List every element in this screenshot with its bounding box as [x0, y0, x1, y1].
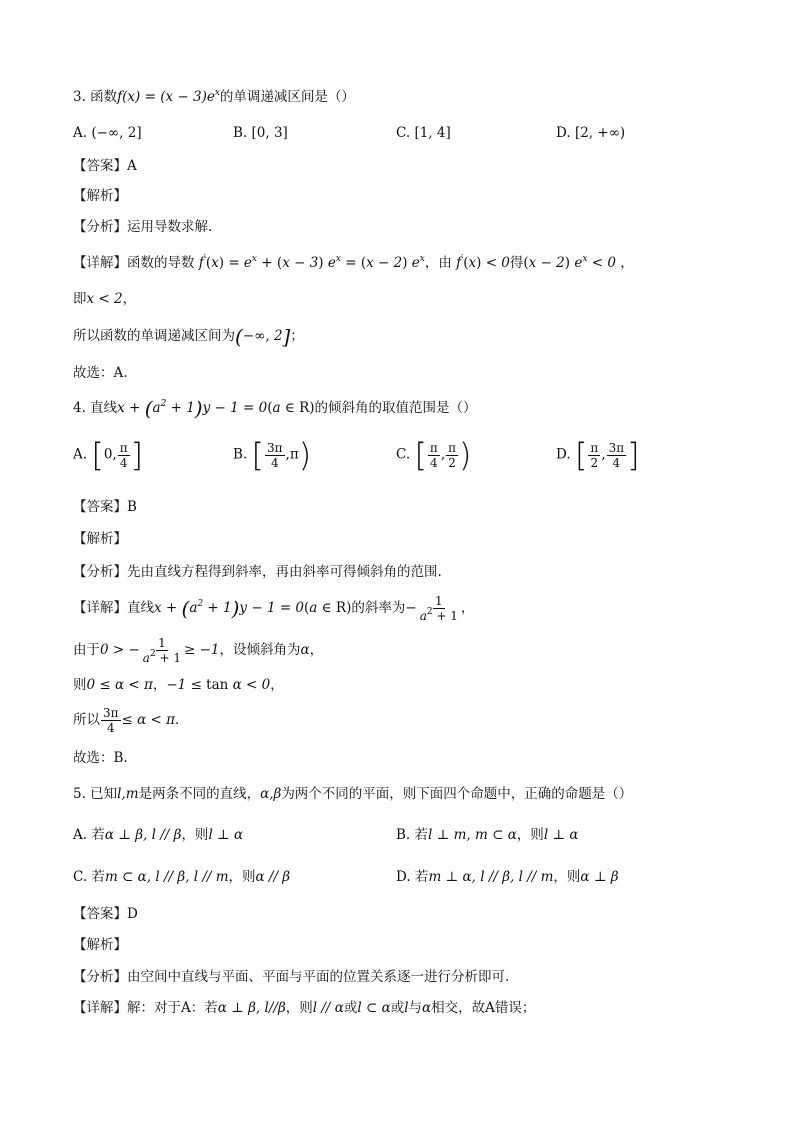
q3-choice: 故选：A. [73, 365, 128, 381]
q3-number: 3. 函数 [73, 89, 118, 105]
q3-detail-line1: 【详解】函数的导数 $f'(x) = e^x + (x - 3) e^x = (x - 2)$ $e^x$，由 f′(x) < 0得(x − 2) $e^x < 0$ ， [73, 254, 634, 271]
q5-fenxi: 【分析】由空间中直线与平面、平面与平面的位置关系逐一进行分析即可. [73, 969, 510, 985]
q5-option-c: C. 若m ⊂ α, l // β, l // m，则α // β [73, 869, 291, 885]
q3-option-b: B. [0, 3] [233, 125, 288, 141]
q5-option-a: A. 若α ⊥ β, l // β，则l ⊥ α [73, 827, 244, 843]
q3-option-d: D. [2, +∞) [556, 125, 626, 141]
q4-option-a: A. [0, $\frac{\pi}{4}$ ] [73, 436, 144, 474]
q5-option-d: D. 若m ⊥ α, l // β, l // m，则α ⊥ β [396, 869, 619, 885]
q3-fenxi: 【分析】运用导数求解. [73, 219, 213, 235]
q3-stem-tail: 的单调递减区间是（） [219, 89, 355, 105]
q3-function: $f(x) = (x - 3)e^x$ [117, 88, 220, 105]
q5-answer: 【答案】D [73, 906, 138, 922]
q4-option-d: D. [ $\frac{\pi}{2}$ , $\frac{3\pi}{4}$ ] [556, 436, 640, 474]
q4-choice: 故选：B. [73, 750, 128, 766]
q3-option-a: A. (−∞, 2] [73, 125, 142, 141]
q5-detail-line1: 【详解】解：对于A：若α ⊥ β, l//β，则l // α或l ⊂ α或l与α相交，故A错误； [73, 1000, 536, 1016]
q4-detail-line2: 由于0 > − $\frac{1}{a^2 + 1}$ ≥ −1，设倾斜角为α， [73, 636, 324, 665]
q4-option-b: B. [ $\frac{3\pi}{4}$ ,π) [233, 436, 312, 474]
q4-analysis-heading: 【解析】 [73, 531, 127, 547]
q3-answer: 【答案】A [73, 158, 137, 174]
q3-option-c: C. [1, 4] [396, 125, 451, 141]
q4-detail-line4: 所以 $\frac{3\pi}{4}$ ≤ α < π. [73, 706, 180, 735]
q3-detail-line3: 所以函数的单调递减区间为(−∞, 2]； [73, 324, 304, 349]
q4-detail-line3: 则0 ≤ α < π，−1 ≤ tan α < 0， [73, 677, 284, 693]
q5-stem: 5. 已知l,m是两条不同的直线，α,β为两个不同的平面，则下面四个命题中，正确的命题是（） [73, 786, 633, 802]
q4-stem: 4. 直线$x + (a^2 + 1)y - 1 = 0(a$ ∈ R)的倾斜角的取值范围是（） [73, 396, 477, 421]
q5-option-b: B. 若l ⊥ m, m ⊂ α，则l ⊥ α [396, 827, 579, 843]
q3-analysis-heading: 【解析】 [73, 188, 127, 204]
q5-analysis-heading: 【解析】 [73, 937, 127, 953]
q4-fenxi: 【分析】先由直线方程得到斜率，再由斜率可得倾斜角的范围. [73, 564, 442, 580]
q4-option-c: C. [ $\frac{\pi}{4}$ , $\frac{\pi}{2}$ ) [396, 436, 472, 474]
q3-stem [73, 86, 355, 108]
q4-detail-line1: 【详解】直线$x + (a^2 + 1)y - 1 = 0(a$ ∈ R)的斜率为− $\frac{1}{a^2 + 1}$ ， [73, 594, 475, 623]
q3-detail-line2: 即x < 2， [73, 291, 137, 307]
q4-answer: 【答案】B [73, 499, 137, 515]
